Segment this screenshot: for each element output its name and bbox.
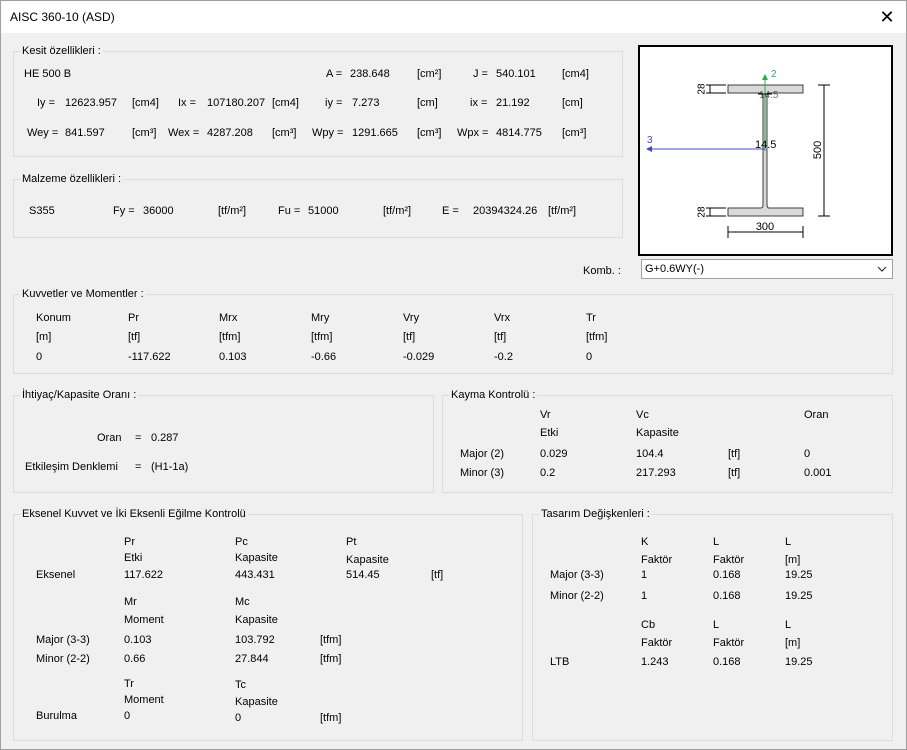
j-value: 540.101 <box>496 68 536 80</box>
forces-header-tr: Tr <box>586 312 596 324</box>
bending-header-moment: Moment <box>124 614 164 626</box>
torsion-tc: 0 <box>235 712 242 724</box>
axial-header-kapasite-pt: Kapasite <box>346 554 389 566</box>
material-title: Malzeme özellikleri : <box>22 173 122 185</box>
torsion-header-tr: Tr <box>124 678 134 690</box>
width-dim: 300 <box>755 221 775 233</box>
wpx-unit: [cm³] <box>562 127 587 139</box>
axial-row-pt: 514.45 <box>346 569 380 581</box>
shear-row-minor-unit: [tf] <box>728 467 741 479</box>
shear-row-major-oran: 0 <box>804 448 811 460</box>
interaction-eq-value: (H1-1a) <box>151 461 189 473</box>
axial-header-kapasite-pc: Kapasite <box>235 552 278 564</box>
forces-unit-mry: [tfm] <box>311 331 333 343</box>
area-value: 238.648 <box>350 68 390 80</box>
shear-header-etki: Etki <box>540 427 559 439</box>
window-title: AISC 360-10 (ASD) <box>10 10 115 24</box>
ix-unit: [cm4] <box>272 97 299 109</box>
ltb-header-unit-m: [m] <box>785 637 801 649</box>
shear-header-vc: Vc <box>636 409 649 421</box>
wex-unit: [cm³] <box>272 127 297 139</box>
combo-label: Komb. : <box>583 265 621 277</box>
wey-unit: [cm³] <box>132 127 157 139</box>
section-properties-group <box>13 45 623 157</box>
fu-label: Fu = <box>278 205 301 217</box>
iy-unit: [cm4] <box>132 97 159 109</box>
ix-value: 107180.207 <box>207 97 266 109</box>
shear-header-kapasite: Kapasite <box>636 427 679 439</box>
chevron-down-icon <box>874 261 890 277</box>
iy-radius-unit: [cm] <box>417 97 438 109</box>
wpy-unit: [cm³] <box>417 127 442 139</box>
axial-row-pr: 117.622 <box>124 569 163 581</box>
forces-header-mrx: Mrx <box>219 312 238 324</box>
ltb-header-l2: L <box>785 619 792 631</box>
forces-unit-vry: [tf] <box>403 331 416 343</box>
shear-header-oran: Oran <box>804 409 829 421</box>
iy-radius-value: 7.273 <box>352 97 380 109</box>
area-label: A = <box>326 68 343 80</box>
wey-value: 841.597 <box>65 127 105 139</box>
ltb-label: LTB <box>550 656 570 668</box>
ltb-lm: 19.25 <box>785 656 813 668</box>
design-header-l1: L <box>713 536 720 548</box>
section-drawing <box>640 47 891 254</box>
forces-value-vrx: -0.2 <box>494 351 513 363</box>
ix-radius-label: ix = <box>470 97 488 109</box>
bending-minor-mr: 0.66 <box>124 653 146 665</box>
shear-title: Kayma Kontrolü : <box>451 389 536 401</box>
shear-row-minor-vr: 0.2 <box>540 467 556 479</box>
forces-header-vrx: Vrx <box>494 312 511 324</box>
design-major-lm: 19.25 <box>785 569 813 581</box>
wpy-label: Wpy = <box>312 127 344 139</box>
bending-minor-mc: 27.844 <box>235 653 269 665</box>
design-header-unit-m: [m] <box>785 554 801 566</box>
torsion-header-kapasite: Kapasite <box>235 696 278 708</box>
torsion-label: Burulma <box>36 710 77 722</box>
fu-value: 51000 <box>308 205 339 217</box>
wpx-label: Wpx = <box>457 127 489 139</box>
material-grade: S355 <box>29 205 55 217</box>
section-preview <box>638 45 893 256</box>
height-dim: 500 <box>811 140 824 160</box>
wpx-value: 4814.775 <box>496 127 542 139</box>
ltb-header-cb: Cb <box>641 619 656 631</box>
forces-unit-mrx: [tfm] <box>219 331 241 343</box>
iy-label: Iy = <box>37 97 56 109</box>
j-unit: [cm4] <box>562 68 589 80</box>
design-major-l: 0.168 <box>713 569 741 581</box>
e-value: 20394324.26 <box>473 205 538 217</box>
forces-unit-pr: [tf] <box>128 331 141 343</box>
bending-header-mr: Mr <box>124 596 137 608</box>
close-button[interactable] <box>872 3 902 31</box>
axis-3-arrowhead <box>646 146 652 152</box>
axial-header-pc: Pc <box>235 536 248 548</box>
forces-group <box>13 288 893 374</box>
axial-header-etki: Etki <box>124 552 143 564</box>
axial-bending-group <box>13 508 523 741</box>
ltb-header-faktor-l: Faktör <box>713 637 745 649</box>
shear-row-major-vc: 104.4 <box>636 448 664 460</box>
ix-label: Ix = <box>178 97 197 109</box>
design-header-faktor-k: Faktör <box>641 554 673 566</box>
bending-minor-label: Minor (2-2) <box>36 653 90 665</box>
title-bar <box>1 1 906 33</box>
ltb-l: 0.168 <box>713 656 741 668</box>
forces-value-mry: -0.66 <box>311 351 337 363</box>
shear-group <box>442 389 893 493</box>
iy-radius-label: iy = <box>325 97 343 109</box>
wey-label: Wey = <box>27 127 59 139</box>
iy-value: 12623.957 <box>65 97 117 109</box>
forces-value-konum: 0 <box>36 351 43 363</box>
shear-row-major-unit: [tf] <box>728 448 741 460</box>
ratio-label: Oran <box>97 432 122 444</box>
interaction-eq-label: Etkileşim Denklemi <box>25 461 118 473</box>
ltb-header-faktor-cb: Faktör <box>641 637 673 649</box>
design-minor-l: 0.168 <box>713 590 741 602</box>
forces-header-konum: Konum <box>36 312 71 324</box>
axial-header-pt: Pt <box>346 536 357 548</box>
wex-value: 4287.208 <box>207 127 253 139</box>
axial-row-label: Eksenel <box>36 569 76 581</box>
forces-value-pr: -117.622 <box>128 351 171 363</box>
forces-header-mry: Mry <box>311 312 330 324</box>
design-variables-title: Tasarım Değişkenleri : <box>541 508 650 520</box>
torsion-header-tc: Tc <box>235 679 246 691</box>
design-header-k: K <box>641 536 649 548</box>
axis-2-label: 2 <box>771 69 777 80</box>
design-minor-k: 1 <box>641 590 648 602</box>
bending-header-mc: Mc <box>235 596 250 608</box>
forces-value-mrx: 0.103 <box>219 351 247 363</box>
bending-minor-unit: [tfm] <box>320 653 342 665</box>
j-label: J = <box>473 68 488 80</box>
forces-title: Kuvvetler ve Momentler : <box>22 288 144 300</box>
shear-row-minor-oran: 0.001 <box>804 467 832 479</box>
web-dim-top: 14.5 <box>759 90 779 101</box>
design-header-faktor-l: Faktör <box>713 554 745 566</box>
material-group <box>13 173 623 238</box>
shear-header-vr: Vr <box>540 409 551 421</box>
shear-row-major-label: Major (2) <box>460 448 505 460</box>
bending-major-unit: [tfm] <box>320 634 342 646</box>
bending-header-kapasite: Kapasite <box>235 614 278 626</box>
forces-unit-vrx: [tf] <box>494 331 507 343</box>
design-major-k: 1 <box>641 569 648 581</box>
fy-value: 36000 <box>143 205 174 217</box>
ltb-cb: 1.243 <box>641 656 669 668</box>
design-minor-lm: 19.25 <box>785 590 813 602</box>
fu-unit: [tf/m²] <box>383 205 412 217</box>
axis-2-arrowhead <box>762 74 768 80</box>
shear-row-minor-vc: 217.293 <box>636 467 676 479</box>
forces-header-vry: Vry <box>403 312 420 324</box>
profile-name: HE 500 B <box>24 68 72 80</box>
design-variables-group <box>532 508 893 741</box>
shear-row-major-vr: 0.029 <box>540 448 568 460</box>
section-properties-title: Kesit özellikleri : <box>22 45 101 57</box>
design-major-label: Major (3-3) <box>550 569 604 581</box>
torsion-unit: [tfm] <box>320 712 342 724</box>
fy-unit: [tf/m²] <box>218 205 247 217</box>
axial-row-unit: [tf] <box>431 569 444 581</box>
combo-value: G+0.6WY(-) <box>645 263 704 275</box>
torsion-tr: 0 <box>124 710 131 722</box>
top-flange-dim: 28 <box>696 83 708 95</box>
torsion-header-moment: Moment <box>124 694 164 706</box>
combo-dropdown[interactable] <box>641 259 893 279</box>
axial-row-pc: 443.431 <box>235 569 275 581</box>
ratio-value: 0.287 <box>151 432 179 444</box>
ix-radius-value: 21.192 <box>496 97 530 109</box>
area-unit: [cm²] <box>417 68 442 80</box>
axis-3-label: 3 <box>647 135 653 146</box>
e-label: E = <box>442 205 459 217</box>
fy-label: Fy = <box>113 205 135 217</box>
forces-unit-konum: [m] <box>36 331 52 343</box>
ratio-equals: = <box>135 432 142 444</box>
wpy-value: 1291.665 <box>352 127 398 139</box>
bending-major-mr: 0.103 <box>124 634 152 646</box>
bottom-flange-dim: 28 <box>696 206 708 218</box>
close-icon: ✕ <box>879 7 895 27</box>
wex-label: Wex = <box>168 127 200 139</box>
axial-bending-title: Eksenel Kuvvet ve İki Eksenli Eğilme Kontrolü <box>22 508 246 520</box>
design-minor-label: Minor (2-2) <box>550 590 604 602</box>
e-unit: [tf/m²] <box>548 205 577 217</box>
forces-value-vry: -0.029 <box>403 351 435 363</box>
forces-value-tr: 0 <box>586 351 593 363</box>
bending-major-label: Major (3-3) <box>36 634 90 646</box>
bending-major-mc: 103.792 <box>235 634 275 646</box>
forces-unit-tr: [tfm] <box>586 331 608 343</box>
ltb-header-l1: L <box>713 619 720 631</box>
ratio-title: İhtiyaç/Kapasite Oranı : <box>22 389 137 401</box>
web-dim: 14.5 <box>755 139 777 151</box>
ix-radius-unit: [cm] <box>562 97 583 109</box>
forces-header-pr: Pr <box>128 312 139 324</box>
ratio-group <box>13 389 434 493</box>
interaction-eq-equals: = <box>135 461 142 473</box>
shear-row-minor-label: Minor (3) <box>460 467 505 479</box>
design-header-l2: L <box>785 536 792 548</box>
axial-header-pr: Pr <box>124 536 135 548</box>
